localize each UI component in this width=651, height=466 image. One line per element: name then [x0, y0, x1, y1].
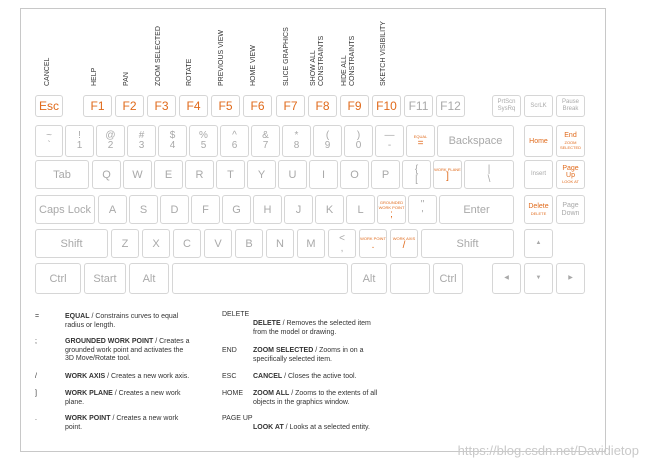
key-label: F2	[122, 99, 137, 113]
legend-item-work-axis	[65, 373, 215, 382]
key-1[interactable]	[65, 125, 94, 157]
key-label-top: #	[138, 130, 145, 141]
key-label: F7	[283, 99, 298, 113]
key-label: R	[195, 168, 204, 181]
key-label-top: !	[78, 130, 81, 141]
key-prtscn[interactable]	[492, 95, 521, 117]
key-label-top: %	[199, 130, 208, 141]
key-label: F5	[218, 99, 233, 113]
legend-title: CANCEL	[253, 373, 283, 380]
arrow-left-icon: ◀	[504, 275, 509, 281]
key-label: F8	[315, 99, 330, 113]
legend-key-equal: =	[35, 313, 40, 320]
key-label: G	[232, 203, 241, 216]
legend-text: point.	[65, 423, 83, 431]
key-v[interactable]	[204, 229, 232, 258]
legend-item-zoom-selected	[253, 347, 403, 364]
key-alt-left[interactable]	[129, 263, 169, 294]
key-f12[interactable]	[436, 95, 465, 117]
legend-key-page-up: PAGE UP	[222, 415, 253, 422]
key-label-top: GROUNDED WORK POINT	[378, 199, 405, 210]
key-label-top: <	[339, 232, 345, 244]
key-f2[interactable]	[115, 95, 144, 117]
key-4[interactable]	[158, 125, 187, 157]
key-label: O	[350, 168, 359, 181]
key-label-bottom: 0	[355, 140, 362, 151]
key-sublabel: ZOOM SELECTED	[559, 140, 582, 150]
key-shift-right[interactable]	[421, 229, 514, 258]
key-pause[interactable]	[556, 95, 585, 117]
legend-item-look-at	[253, 424, 403, 433]
label-hide-all-1: HIDE ALL	[341, 55, 348, 86]
key-caps-lock[interactable]	[35, 195, 95, 224]
key-label-top: —	[384, 130, 395, 141]
key-2[interactable]	[96, 125, 125, 157]
key-right-bracket[interactable]	[433, 160, 462, 189]
key-label: L	[357, 203, 364, 216]
key-label: M	[306, 237, 316, 250]
legend-title: LOOK AT	[253, 424, 284, 431]
key-backspace[interactable]	[437, 125, 514, 157]
key-9[interactable]	[313, 125, 342, 157]
key-backslash[interactable]	[464, 160, 514, 189]
key-minus[interactable]	[375, 125, 404, 157]
key-label: W	[132, 168, 143, 181]
key-l[interactable]	[346, 195, 375, 224]
legend-key-period: .	[35, 415, 37, 422]
key-scrlk[interactable]	[524, 95, 553, 117]
key-label: F9	[347, 99, 362, 113]
key-label: Y	[257, 168, 266, 181]
key-label: Alt	[142, 272, 156, 285]
key-5[interactable]	[189, 125, 218, 157]
legend-key-slash: /	[35, 373, 37, 380]
legend-item-work-point	[65, 415, 205, 432]
label-zoom-selected: ZOOM SELECTED	[155, 26, 162, 86]
key-label-bottom: 2	[107, 140, 114, 151]
key-page-down[interactable]	[556, 195, 585, 224]
legend-title: EQUAL	[65, 313, 90, 320]
label-pan: PAN	[123, 72, 130, 86]
key-z[interactable]	[111, 229, 139, 258]
key-label: P	[381, 168, 390, 181]
legend-key-delete: DELETE	[222, 311, 250, 318]
key-label: Shift	[456, 237, 479, 250]
key-label: Q	[102, 168, 111, 181]
key-label: K	[325, 203, 334, 216]
key-j[interactable]	[284, 195, 313, 224]
legend-text: from the model or drawing.	[253, 328, 337, 336]
key-f4[interactable]	[179, 95, 208, 117]
key-label-top: &	[262, 130, 269, 141]
key-label: A	[108, 203, 117, 216]
legend-text: / Creates a	[153, 338, 190, 345]
key-label-1: Page	[562, 165, 579, 172]
key-label-top: WORK AXIS	[392, 236, 416, 241]
key-label: Ctrl	[439, 272, 457, 285]
key-e[interactable]	[154, 160, 183, 189]
arrow-up-icon: ▲	[535, 240, 542, 246]
key-windows-right[interactable]	[390, 263, 430, 294]
key-label: V	[214, 237, 222, 250]
key-label: F4	[186, 99, 201, 113]
key-period[interactable]	[359, 229, 387, 258]
legend-title: DELETE	[253, 320, 281, 327]
legend-text: plane.	[65, 398, 85, 406]
legend-text: / Zooms to the extents of all	[289, 390, 378, 397]
key-label-bottom: 3	[138, 140, 145, 151]
key-page-up[interactable]	[556, 160, 585, 189]
label-home-view: HOME VIEW	[250, 45, 257, 86]
key-f9[interactable]	[340, 95, 369, 117]
key-s[interactable]	[129, 195, 158, 224]
legend-text: / Constrains curves to equal	[89, 313, 179, 320]
legend-text: grounded work point and activates the	[65, 346, 184, 354]
key-label-top: *	[294, 130, 299, 141]
key-label: ScrLK	[530, 102, 547, 109]
key-k[interactable]	[315, 195, 344, 224]
key-label: Start	[93, 272, 117, 285]
key-sublabel: DELETE	[530, 211, 547, 216]
key-label: F12	[440, 99, 461, 113]
key-esc[interactable]	[35, 95, 63, 117]
key-label: B	[245, 237, 253, 250]
legend-text: radius or length.	[65, 321, 116, 329]
key-label-top: )	[356, 130, 361, 141]
key-label: Ctrl	[49, 272, 67, 285]
key-label-top: (	[325, 130, 330, 141]
key-label-top: {	[414, 163, 419, 175]
label-rotate: ROTATE	[186, 58, 193, 86]
key-f[interactable]	[191, 195, 220, 224]
legend-text: 3D Move/Rotate tool.	[65, 355, 131, 362]
key-d[interactable]	[160, 195, 189, 224]
arrow-right-icon: ▶	[568, 275, 573, 281]
key-f7[interactable]	[276, 95, 305, 117]
key-alt-right[interactable]	[351, 263, 387, 294]
key-label-bottom: 4	[169, 140, 176, 151]
key-arrow-down[interactable]	[524, 263, 553, 294]
key-label-bottom: `	[47, 140, 51, 151]
key-slash[interactable]	[390, 229, 418, 258]
key-delete[interactable]	[524, 195, 553, 224]
key-label: J	[295, 203, 302, 216]
key-label: Z	[121, 237, 129, 250]
key-p[interactable]	[371, 160, 400, 189]
key-6[interactable]	[220, 125, 249, 157]
key-label: F6	[250, 99, 265, 113]
label-slice-graphics: SLICE GRAPHICS	[283, 27, 290, 86]
legend-text: / Closes the active tool.	[282, 373, 357, 380]
key-label-bottom: 7	[262, 140, 269, 151]
key-enter[interactable]	[439, 195, 514, 224]
key-label-top: |	[487, 163, 491, 175]
key-spacebar[interactable]	[172, 263, 348, 294]
label-sketch-visibility: SKETCH VISIBILITY	[380, 21, 387, 86]
legend-title: WORK POINT	[65, 415, 111, 422]
key-label: S	[139, 203, 148, 216]
key-f6[interactable]	[243, 95, 272, 117]
key-t[interactable]	[216, 160, 245, 189]
key-label-top: WORK POINT	[360, 236, 386, 241]
key-ctrl-right[interactable]	[433, 263, 463, 294]
key-sublabel: LOOK AT	[562, 179, 579, 184]
label-hide-all-2: CONSTRAINTS	[349, 35, 356, 86]
key-label: F	[202, 203, 209, 216]
key-label: Alt	[362, 272, 376, 285]
key-label: F10	[376, 99, 397, 113]
key-quote[interactable]	[408, 195, 437, 224]
legend-key-home: HOME	[222, 390, 243, 397]
key-label: H	[263, 203, 272, 216]
key-c[interactable]	[173, 229, 201, 258]
key-comma[interactable]	[328, 229, 356, 258]
key-arrow-up[interactable]	[524, 229, 553, 258]
key-label-bottom: 5	[200, 140, 207, 151]
key-o[interactable]	[340, 160, 369, 189]
legend-item-cancel	[253, 373, 403, 382]
legend-title: ZOOM SELECTED	[253, 347, 314, 354]
key-tab[interactable]	[35, 160, 89, 189]
key-label: Delete	[528, 203, 549, 210]
key-label: N	[276, 237, 284, 250]
key-u[interactable]	[278, 160, 307, 189]
key-h[interactable]	[253, 195, 282, 224]
legend-text: / Creates a new work axis.	[105, 373, 190, 380]
key-arrow-right[interactable]	[556, 263, 585, 294]
key-tilde[interactable]	[35, 125, 63, 157]
key-3[interactable]	[127, 125, 156, 157]
key-arrow-left[interactable]	[492, 263, 521, 294]
legend-item-grounded-work-point	[65, 338, 210, 364]
legend-title: WORK AXIS	[65, 373, 106, 380]
key-shift-left[interactable]	[35, 229, 108, 258]
key-f10[interactable]	[372, 95, 401, 117]
key-8[interactable]	[282, 125, 311, 157]
key-label-bottom: 8	[293, 140, 300, 151]
key-home[interactable]	[524, 125, 553, 157]
key-insert[interactable]	[524, 160, 553, 189]
key-label: I	[321, 168, 326, 181]
key-label: Tab	[53, 168, 71, 181]
key-label-top: PrtScn	[497, 99, 516, 105]
key-label: Enter	[463, 203, 490, 216]
key-label-bottom: ]	[446, 171, 449, 182]
legend-key-right-bracket: ]	[35, 390, 37, 397]
legend-item-zoom-all	[253, 390, 403, 407]
key-r[interactable]	[185, 160, 214, 189]
key-label-top: $	[169, 130, 176, 141]
key-label: X	[152, 237, 160, 250]
key-label: F1	[90, 99, 105, 113]
key-label: End	[564, 132, 577, 139]
key-b[interactable]	[235, 229, 263, 258]
key-equal[interactable]	[406, 125, 435, 157]
key-label-bottom: =	[417, 137, 424, 149]
legend-key-semicolon: ;	[35, 338, 37, 345]
legend-text: / Creates a new work	[112, 390, 181, 397]
key-q[interactable]	[92, 160, 121, 189]
key-label: T	[227, 168, 234, 181]
key-label-bottom: 1	[76, 140, 83, 151]
key-label-top: Pause	[561, 99, 579, 105]
key-label: Home	[529, 137, 548, 145]
key-label-bottom: ,	[340, 242, 344, 254]
legend-item-delete	[253, 320, 403, 337]
legend-text: / Zooms in on a	[313, 347, 364, 354]
legend-title: GROUNDED WORK POINT	[65, 338, 154, 345]
key-label-top: EQUAL	[413, 133, 428, 139]
key-n[interactable]	[266, 229, 294, 258]
key-label-bottom: .	[371, 240, 375, 251]
key-ctrl-left[interactable]	[35, 263, 81, 294]
label-show-all-2: CONSTRAINTS	[318, 35, 325, 86]
key-x[interactable]	[142, 229, 170, 258]
key-a[interactable]	[98, 195, 127, 224]
key-label-top: WORK PLANE	[434, 167, 461, 172]
arrow-down-icon: ▼	[535, 275, 542, 281]
label-help: HELP	[91, 67, 98, 86]
key-f1[interactable]	[83, 95, 112, 117]
legend-text: specifically selected item.	[253, 355, 332, 363]
legend-text: / Looks at a selected entity.	[283, 424, 370, 431]
legend-item-work-plane	[65, 390, 205, 407]
key-label-2: Up	[566, 172, 575, 179]
legend-item-equal	[65, 313, 205, 330]
key-label-bottom: 6	[231, 140, 238, 151]
key-label-bottom: \	[487, 173, 491, 185]
key-label-top: ~	[46, 130, 52, 141]
key-m[interactable]	[297, 229, 325, 258]
key-label-bottom: -	[387, 140, 392, 151]
key-label-bottom: ;	[390, 208, 393, 220]
key-left-bracket[interactable]	[402, 160, 431, 189]
key-label: E	[164, 168, 173, 181]
watermark: https://blog.csdn.net/Davidietop	[457, 443, 639, 458]
key-label-bottom: SysRq	[497, 106, 516, 112]
key-f11[interactable]	[404, 95, 433, 117]
key-label: Esc	[38, 99, 59, 113]
key-label: C	[183, 237, 191, 250]
legend-text: / Removes the selected item	[280, 320, 371, 327]
key-w[interactable]	[123, 160, 152, 189]
key-label-2: Down	[561, 209, 580, 217]
key-f3[interactable]	[147, 95, 176, 117]
key-semicolon[interactable]	[377, 195, 406, 224]
key-label: F3	[154, 99, 169, 113]
key-f5[interactable]	[211, 95, 240, 117]
legend-title: WORK PLANE	[65, 390, 113, 397]
legend-title: ZOOM ALL	[253, 390, 290, 397]
key-0[interactable]	[344, 125, 373, 157]
key-end[interactable]	[556, 125, 585, 157]
label-cancel: CANCEL	[44, 57, 51, 86]
key-7[interactable]	[251, 125, 280, 157]
key-label: Insert	[530, 171, 546, 177]
key-label: U	[288, 168, 297, 181]
legend-key-end: END	[222, 347, 237, 354]
key-i[interactable]	[309, 160, 338, 189]
legend-text: objects in the graphics window.	[253, 398, 350, 406]
key-label: Backspace	[448, 135, 503, 147]
key-label-bottom: 9	[324, 140, 331, 151]
key-label-bottom: [	[415, 173, 418, 185]
key-label: Shift	[60, 237, 83, 250]
key-label-bottom: Break	[562, 106, 579, 112]
label-show-all-1: SHOW ALL	[310, 50, 317, 86]
key-label-top: ^	[232, 130, 237, 141]
legend-text: / Creates a new work	[110, 415, 179, 422]
key-label-top: @	[105, 130, 116, 141]
key-f8[interactable]	[308, 95, 337, 117]
key-label-bottom: '	[421, 208, 424, 220]
key-label-top: "	[420, 198, 425, 210]
key-g[interactable]	[222, 195, 251, 224]
key-label: F11	[408, 99, 429, 113]
key-label-1: Page	[562, 201, 579, 209]
key-start[interactable]	[84, 263, 126, 294]
key-label: D	[170, 203, 179, 216]
key-label-bottom: /	[402, 240, 406, 251]
legend-key-esc: ESC	[222, 373, 237, 380]
key-y[interactable]	[247, 160, 276, 189]
label-previous-view: PREVIOUS VIEW	[218, 29, 225, 86]
key-label: Caps Lock	[39, 203, 91, 216]
